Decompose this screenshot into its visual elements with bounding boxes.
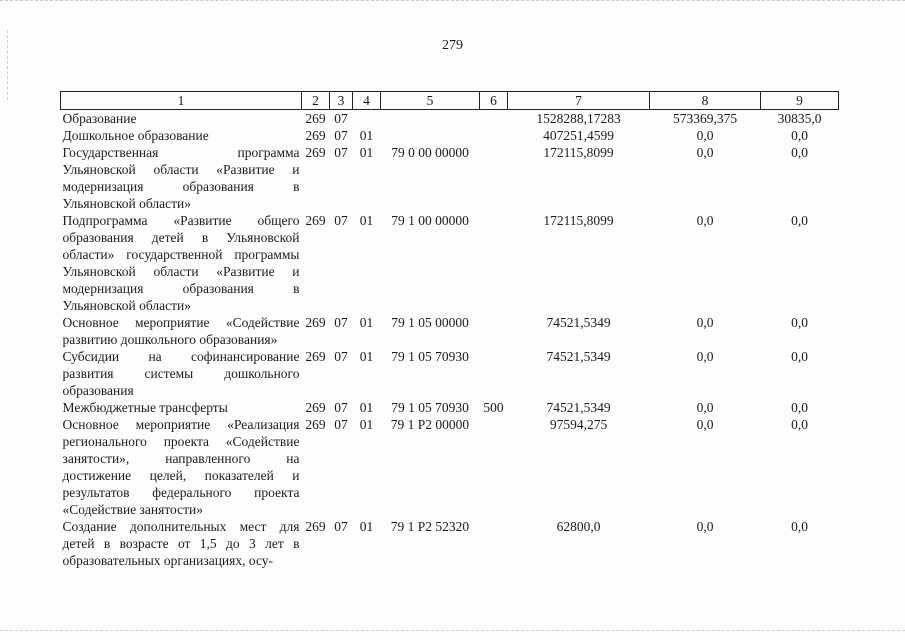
row-admin-code: 269 xyxy=(305,111,326,126)
row-name: Субсидии на софинансирование развития системы дошкольного образования xyxy=(62,349,300,398)
table-row xyxy=(61,348,839,399)
row-amount-year-2: 0,0 xyxy=(696,315,714,330)
table-row xyxy=(61,144,839,212)
header-col-8: 8 xyxy=(650,92,761,110)
row-expense-type xyxy=(480,314,508,348)
row-subsection: 01 xyxy=(359,315,374,330)
row-amount-year-2: 0,0 xyxy=(696,519,714,534)
row-section: 07 xyxy=(334,213,348,228)
row-amount-year-1: 74521,5349 xyxy=(546,349,611,364)
table-row xyxy=(61,110,839,128)
row-section: 07 xyxy=(334,145,348,160)
row-subsection: 01 xyxy=(359,128,374,143)
row-amount-year-2: 0,0 xyxy=(696,213,714,228)
header-col-7: 7 xyxy=(508,92,650,110)
scan-edge-bottom xyxy=(0,630,905,631)
row-admin-code: 269 xyxy=(305,213,326,228)
row-amount-year-3: 0,0 xyxy=(791,213,808,228)
row-expense-type xyxy=(480,212,508,314)
row-amount-year-3: 0,0 xyxy=(791,400,808,415)
row-section: 07 xyxy=(334,315,348,330)
row-section: 07 xyxy=(334,519,348,534)
row-expense-type xyxy=(480,144,508,212)
row-amount-year-2: 0,0 xyxy=(696,400,714,415)
row-amount-year-1: 97594,275 xyxy=(549,417,608,432)
row-expense-type xyxy=(480,127,508,144)
table-header-row xyxy=(61,92,839,110)
row-target-article: 79 1 00 00000 xyxy=(391,213,469,228)
row-section: 07 xyxy=(334,400,348,415)
row-target-article: 79 1 05 70930 xyxy=(391,400,469,415)
row-amount-year-3: 0,0 xyxy=(791,315,808,330)
row-amount-year-3: 0,0 xyxy=(791,145,808,160)
row-target-article: 79 1 05 00000 xyxy=(391,315,469,330)
row-admin-code: 269 xyxy=(305,128,326,143)
row-expense-type xyxy=(480,416,508,518)
row-amount-year-1: 172115,8099 xyxy=(543,213,614,228)
row-subsection: 01 xyxy=(359,145,374,160)
row-admin-code: 269 xyxy=(305,519,326,534)
row-target-article: 79 1 P2 00000 xyxy=(390,417,470,432)
row-target-article xyxy=(381,110,480,128)
row-section: 07 xyxy=(334,417,348,432)
row-subsection: 01 xyxy=(359,417,374,432)
table-row xyxy=(61,399,839,416)
table-row xyxy=(61,127,839,144)
row-name: Государственная программа Ульяновской области «Развитие и модернизация образования в Ульяновской области» xyxy=(62,145,300,211)
page-number: 279 xyxy=(442,38,463,53)
row-amount-year-2: 0,0 xyxy=(696,349,714,364)
row-name: Подпрограмма «Развитие общего образования детей в Ульяновской области» государственной программы Ульяновской области «Развитие и модернизация образования в Ульяновской области» xyxy=(62,213,300,313)
row-name: Основное мероприятие «Содействие развитию дошкольного образования» xyxy=(62,315,300,347)
header-col-4: 4 xyxy=(353,92,381,110)
row-amount-year-1: 74521,5349 xyxy=(546,315,611,330)
row-target-article: 79 0 00 00000 xyxy=(391,145,469,160)
row-admin-code: 269 xyxy=(305,349,326,364)
row-amount-year-1: 407251,4599 xyxy=(543,128,614,143)
row-expense-type xyxy=(480,518,508,569)
row-amount-year-2: 0,0 xyxy=(696,145,714,160)
row-subsection: 01 xyxy=(359,213,374,228)
row-subsection: 01 xyxy=(359,519,374,534)
row-expense-type: 500 xyxy=(483,400,504,415)
row-name: Межбюджетные трансферты xyxy=(62,400,228,415)
row-amount-year-3: 0,0 xyxy=(791,128,808,143)
row-amount-year-1: 1528288,17283 xyxy=(536,111,621,126)
row-amount-year-3: 0,0 xyxy=(791,519,808,534)
table-row xyxy=(61,314,839,348)
row-amount-year-3: 30835,0 xyxy=(777,111,822,126)
budget-table xyxy=(60,91,839,569)
header-col-3: 3 xyxy=(330,92,353,110)
row-target-article: 79 1 05 70930 xyxy=(391,349,469,364)
row-amount-year-3: 0,0 xyxy=(791,417,808,432)
row-subsection: 01 xyxy=(359,349,374,364)
row-subsection: 01 xyxy=(359,400,374,415)
row-amount-year-1: 172115,8099 xyxy=(543,145,614,160)
row-name: Основное мероприятие «Реализация регионального проекта «Содействие занятости», направленного на достижение целей, показателей и результатов федерального проекта «Содействие занятости» xyxy=(62,417,300,517)
row-admin-code: 269 xyxy=(305,315,326,330)
row-target-article: 79 1 P2 52320 xyxy=(390,519,470,534)
row-section: 07 xyxy=(334,349,348,364)
header-col-5: 5 xyxy=(381,92,480,110)
row-expense-type xyxy=(480,110,508,128)
table-row xyxy=(61,212,839,314)
row-expense-type xyxy=(480,348,508,399)
row-name: Создание дополнительных мест для детей в возрасте от 1,5 до 3 лет в образовательных организациях, осу- xyxy=(62,519,300,568)
header-col-1: 1 xyxy=(61,92,302,110)
table-row xyxy=(61,416,839,518)
row-admin-code: 269 xyxy=(305,417,326,432)
row-amount-year-2: 573369,375 xyxy=(672,111,738,126)
row-target-article xyxy=(381,127,480,144)
row-name: Образование xyxy=(62,111,137,126)
row-admin-code: 269 xyxy=(305,145,326,160)
table-row xyxy=(61,518,839,569)
header-col-2: 2 xyxy=(302,92,330,110)
row-amount-year-2: 0,0 xyxy=(696,128,714,143)
row-section: 07 xyxy=(334,111,348,126)
row-amount-year-2: 0,0 xyxy=(696,417,714,432)
row-amount-year-3: 0,0 xyxy=(791,349,808,364)
row-subsection xyxy=(353,110,381,128)
row-admin-code: 269 xyxy=(305,400,326,415)
header-col-9: 9 xyxy=(761,92,839,110)
row-amount-year-1: 62800,0 xyxy=(556,519,601,534)
row-name: Дошкольное образование xyxy=(62,128,209,143)
row-amount-year-1: 74521,5349 xyxy=(546,400,611,415)
scan-edge-top xyxy=(0,0,905,1)
header-col-6: 6 xyxy=(480,92,508,110)
row-section: 07 xyxy=(334,128,348,143)
